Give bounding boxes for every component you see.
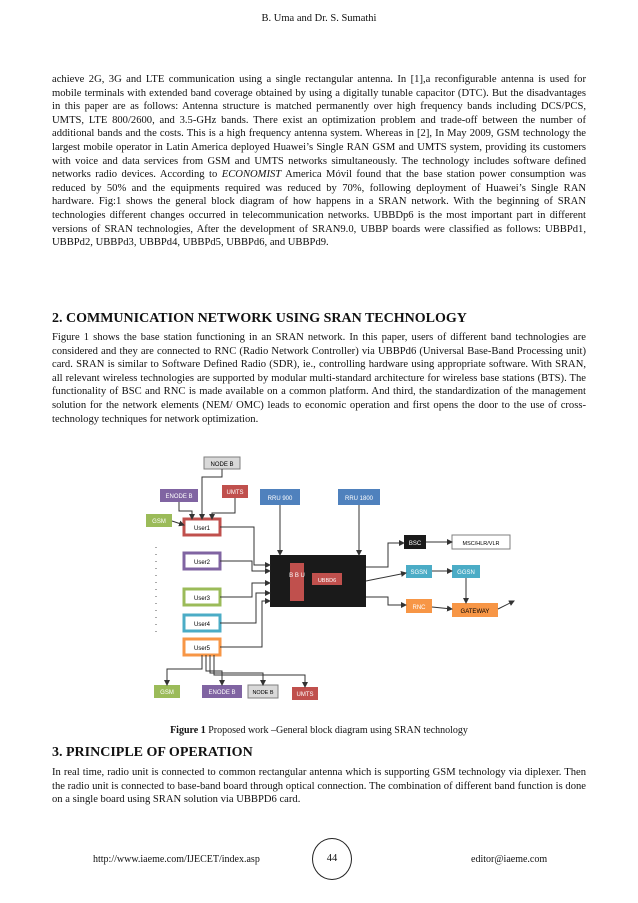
rru900-label: RRU 900 [267,496,293,502]
page-number: 44 [312,838,352,880]
intro-text-2: America Móvil found that the base station power consumption was reduced by 50% and the equipments required was reduced by 70%, following deployment of Huawei’s Single RAN hardware. Fig:1 shows the general block diagram of how happens in a SRAN network. With the beginning of SRAN technologies different changes occurred in telecommunication networks. UBBDp6 is the most important part in different versions of SRAN technologies, After the development of SRAN9.0, UBBP boards were classified as follows: UBBPd1, UBBPd2, UBBPd3, UBBPd4, UBBPd5, UBBPd6, and UBBPd9. [52,169,586,249]
section-2-heading: 2. COMMUNICATION NETWORK USING SRAN TECHNOLOGY [52,311,467,326]
enode-b-bottom-label: ENODE B [208,690,236,696]
intro-emphasis: ECONOMIST [221,169,282,181]
figure-caption-label: Figure 1 [170,725,206,736]
msc-label: MSC/HLR/VLR [462,541,500,547]
gsm-bottom-label: GSM [160,690,174,696]
intro-paragraph [52,73,586,250]
ubbd6-label: UBBD6 [317,578,337,584]
user4-label: User4 [193,622,211,628]
gateway-label: GATEWAY [460,609,490,615]
footer-email-link[interactable]: editor@iaeme.com [471,854,548,865]
umts-bottom-label: UMTS [296,692,314,698]
rnc-label: RNC [412,605,426,611]
figure-caption [0,725,638,736]
section-2-paragraph: Figure 1 shows the base station functioning in an SRAN network. In this paper, users of different band technologies are considered and they are connected to RNC (Radio Network Controller) via UBBPd6 (Universal Base-Band Processing unit) card. SRAN is similar to Software Defined Radio (SDR), ie., controlling hardware using appropriate software. With SRAN, all relevant wireless technologies are supported by modular multi-standard architecture for wireless base stations (BTS). The functionality of BSC and RNC is made available on a common platform. And third, the standardization of the management solution for the network elements (NEM/ OMC) leads to economic operation and first opens the door to the use of cross-technology techniques for network optimization. [52,332,586,425]
sgsn-label: SGSN [410,570,428,576]
enode-b-top-label: ENODE B [165,494,193,500]
sran-block-diagram [142,455,528,711]
bsc-label: BSC [408,541,422,547]
rru1800-label: RRU 1800 [344,496,374,502]
section-3-heading: 3. PRINCIPLE OF OPERATION [52,745,253,760]
section-3-paragraph: In real time, radio unit is connected to common rectangular antenna which is supporting GSM technology via diplexer. Then the radio unit is connected to base-band board through optical connection. The combination of different band function is done on a single board using SRAN solution via UBBPD6 card. [52,767,586,806]
user2-label: User2 [193,560,211,566]
user3-label: User3 [193,596,211,602]
footer-url-link[interactable]: http://www.iaeme.com/IJECET/index.asp [93,854,260,865]
intro-text-1: achieve 2G, 3G and LTE communication using a single rectangular antenna. In [1],a reconfigurable antenna is used for mobile terminals with extended band coverage obtained by using a digitally tunable capacitor (DTC). But the disadvantages in this paper are as follows: Antenna structure is matched permanently over high frequency bands including DCS/PCS, UMTS, LTE 800/2600, and 3.5-GHz bands. There exist an optimization problem and trade-off between the number of additional bands and the costs. This is a high frequency antenna system. Whereas in [2], In May 2009, GSM technology the largest mobile operator in Latin America deployed Huawei’s Single RAN GSM and UMTS system, providing its customers with voice and data services from GSM and UMTS networks simultaneously. The technology includes software defined networks radio devices. According to [52,74,586,181]
ggsn-label: GGSN [457,570,475,576]
running-head: B. Uma and Dr. S. Sumathi [261,13,377,24]
umts-top-label: UMTS [226,490,244,496]
bbu-label: B B U [289,573,305,579]
bbu-box [290,563,304,601]
node-b-top-label: NODE B [210,462,234,468]
gsm-left-label: GSM [152,519,166,525]
user1-label: User1 [193,526,211,532]
figure-caption-text: Proposed work –General block diagram using SRAN technology [208,725,468,736]
user5-label: User5 [193,646,211,652]
node-b-bottom-label: NODE B [252,690,274,696]
